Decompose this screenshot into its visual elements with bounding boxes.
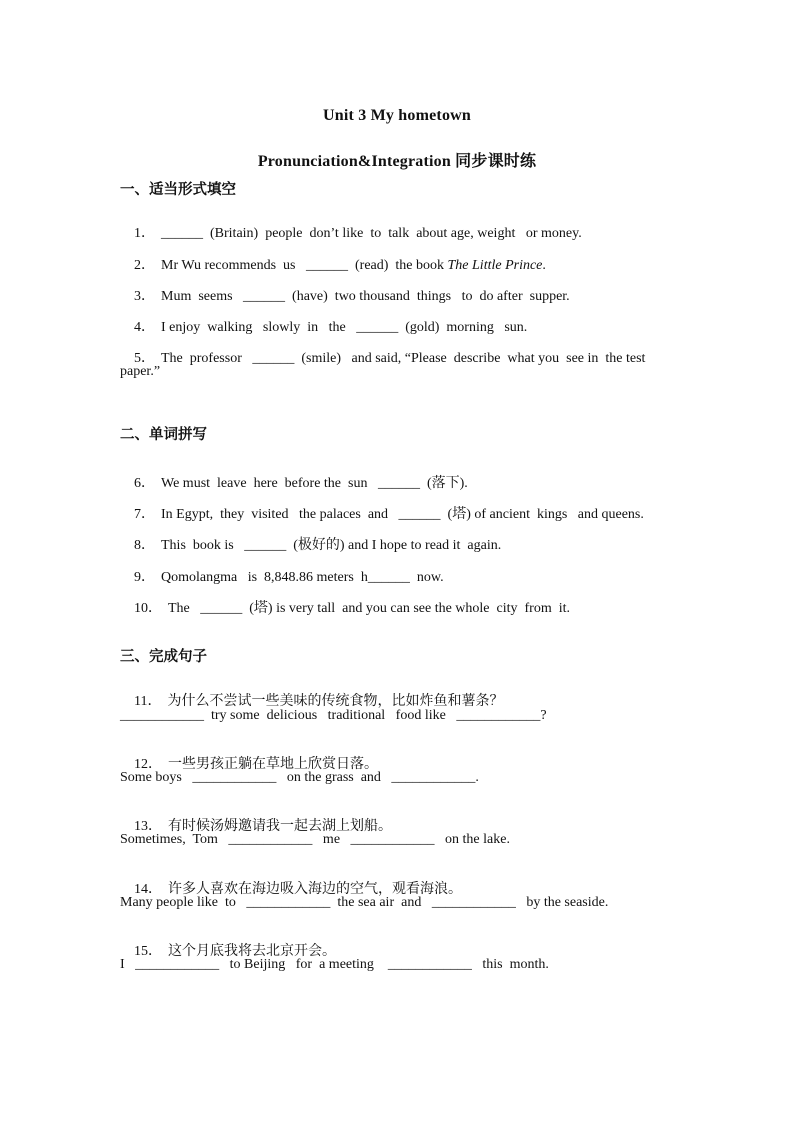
section-heading-2: 二、单词拼写 (120, 427, 207, 443)
question-number: 8． (134, 538, 155, 553)
question-11-answer: ____________ try some delicious traditional food like ____________? (120, 708, 547, 723)
question-number: 10． (134, 601, 162, 616)
question-number: 3． (134, 289, 155, 304)
question-text: This book is ______ (极好的) and I hope to read it again. (161, 538, 502, 553)
question-number: 13． (134, 819, 162, 834)
question-15-answer: I ____________ to Beijing for a meeting ____________ this month. (120, 957, 549, 972)
page-title: Unit 3 My hometown (322, 107, 472, 124)
question-prompt: 许多人喜欢在海边吸入海边的空气，观看海浪。 (168, 882, 462, 897)
question-text: ______ (Britain) people don’t like to talk about age, weight or money. (161, 226, 582, 241)
question-text: We must leave here before the sun ______ (落下). (161, 476, 468, 491)
page-subtitle: Pronunciation&Integration 同步课时练 (257, 153, 537, 170)
question-number: 6． (134, 476, 155, 491)
question-12-answer: Some boys ____________ on the grass and ____________. (120, 770, 479, 785)
question-10 (120, 582, 570, 636)
question-number: 2． (134, 258, 155, 273)
question-prompt: 一些男孩正躺在草地上欣赏日落。 (168, 757, 378, 772)
question-prompt: 有时候汤姆邀请我一起去湖上划船。 (168, 819, 392, 834)
question-text: Mum seems ______ (have) two thousand things to do after supper. (161, 289, 570, 304)
question-number: 9． (134, 570, 155, 585)
question-number: 14． (134, 882, 162, 897)
question-number: 4． (134, 320, 155, 335)
question-text: The professor ______ (smile) and said, “Please describe what you see in the test (161, 351, 646, 366)
question-text: Qomolangma is 8,848.86 meters h______ now. (161, 570, 444, 585)
question-text: Mr Wu recommends us ______ (read) the book (161, 258, 448, 273)
question-number: 15． (134, 944, 162, 959)
book-title: The Little Prince (447, 258, 543, 273)
question-prompt: 这个月底我将去北京开会。 (168, 944, 336, 959)
question-5 (120, 332, 645, 386)
question-14-answer: Many people like to ____________ the sea air and ____________ by the seaside. (120, 895, 609, 910)
question-text: The ______ (塔) is very tall and you can see the whole city from it. (168, 601, 571, 616)
question-13-answer: Sometimes, Tom ____________ me ____________ on the lake. (120, 832, 510, 847)
question-text: I enjoy walking slowly in the ______ (gold) morning sun. (161, 320, 528, 335)
question-number: 1． (134, 226, 155, 241)
question-number: 11． (134, 694, 162, 709)
question-prompt: 为什么不尝试一些美味的传统食物，比如炸鱼和薯条？ (167, 694, 504, 709)
question-number: 5． (134, 351, 155, 366)
section-heading-1: 一、适当形式填空 (120, 182, 236, 198)
question-5-continuation: paper.” (120, 364, 161, 379)
question-number: 7． (134, 507, 155, 522)
question-text-end: . (542, 258, 546, 273)
question-number: 12． (134, 757, 162, 772)
question-text: In Egypt, they visited the palaces and ______ (塔) of ancient kings and queens. (161, 507, 644, 522)
section-heading-3: 三、完成句子 (120, 649, 207, 665)
